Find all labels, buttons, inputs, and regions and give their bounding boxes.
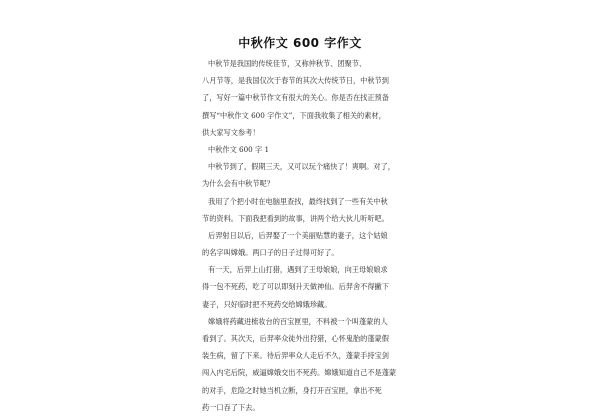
paragraph-line: 看到了。其次天，后羿率众徒外出狩猎，心怀鬼胎的蓬蒙假 xyxy=(202,334,389,343)
paragraph-line: 的名字叫嫦娥。两口子的日子过得可好了。 xyxy=(202,248,339,258)
paragraph-line: 闯入内宅后院，威逼嫦娥交出不死药。嫦娥知道自己不是蓬蒙 xyxy=(202,368,397,378)
paragraph-line: 嫦娥将药藏进梳妆台的百宝匣里，不料被一个叫蓬蒙的人 xyxy=(208,316,388,326)
paragraph-line: 的对手，危险之时她当机立断，身打开百宝匣，拿出不死 xyxy=(202,385,382,395)
paragraph-line: 有一天，后羿上山打猎，遇到了王母娘娘，向王母娘娘求 xyxy=(208,265,388,275)
paragraph-line: 中秋节是我国的传统佳节，又称仲秋节、团聚节、 xyxy=(208,59,367,68)
paragraph-line: 妻子，只好临时把不死药交给嫦娥珍藏。 xyxy=(202,299,332,309)
paragraph-line: 装生病，留了下来。待后羿率众人走后不久，蓬蒙手持宝剑 xyxy=(202,351,389,361)
paragraph-line: 我用了个把小时在电脑里查找，最终找到了一些有关中秋 xyxy=(208,196,388,206)
paragraph-line: 得一包不死药，吃了可以即刻升天做神仙。后羿舍不得撇下 xyxy=(202,282,389,292)
document-body xyxy=(202,55,400,416)
paragraph-line: 中秋节到了，假期三天，又可以玩个痛快了！爽啊。对了， xyxy=(208,162,395,172)
paragraph-line: 节的资料。下面我把看到的故事，讲两个给大伙儿听听吧。 xyxy=(202,213,389,223)
paragraph-line: 撰写“中秋作文 600 字作文”，下面我收集了相关的素材， xyxy=(202,110,386,120)
section-heading: 中秋作文 600 字 1 xyxy=(208,144,270,154)
paragraph-line: 后羿射日以后，后羿娶了一个美丽贴慧的妻子，这个姑娘 xyxy=(208,230,388,240)
document-title: 中秋作文 600 字作文 xyxy=(238,36,362,50)
paragraph-line: 药一口吞了下去。 xyxy=(202,402,260,412)
paragraph-line: 了，写好一篇中秋节作文有很大的关心。你是否在找正预备 xyxy=(202,93,389,103)
paragraph-line: 八月节等，是我国仅次于春节的其次大传统节日，中秋节到 xyxy=(202,76,389,86)
paragraph-line: 为什么会有中秋节呢？ xyxy=(202,179,274,189)
paragraph-line: 供大家写文参考！ xyxy=(202,127,260,137)
